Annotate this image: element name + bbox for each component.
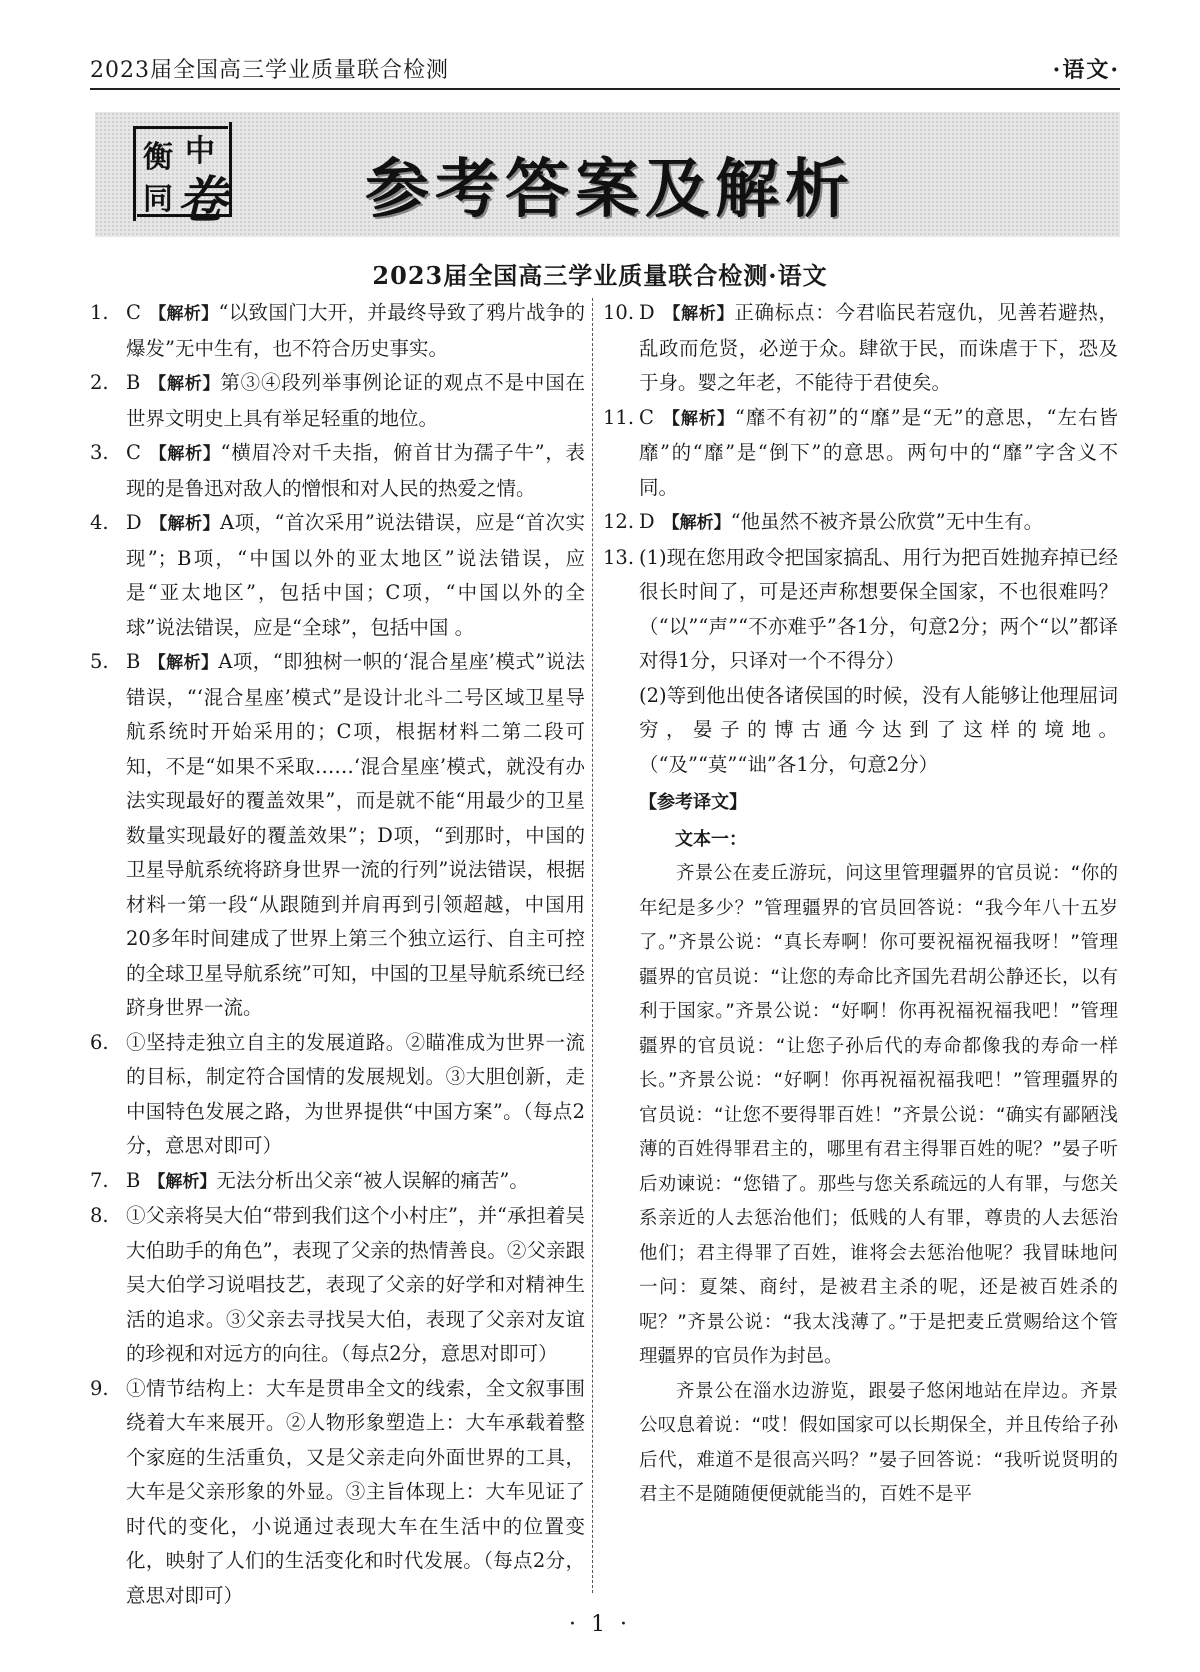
analysis-tag: 【解析】 xyxy=(661,408,735,429)
answer-item xyxy=(90,1372,585,1614)
item-answer: B xyxy=(126,371,141,394)
item-text: A项，“即独树一帜的‘混合星座’模式”说法错误，“‘混合星座’模式”是设计北斗二号区域卫星导航系统时开始采用的；C项，根据材料二第二段可知，不是“如果不采取……‘混合星座’模式，就没有办法实现最好的覆盖效果”，而是就不能“用最少的卫星数量实现最好的覆盖效果”；D项，“到那时，中国的卫星导航系统将跻身世界一流的行列”说法错误，根据材料一第一段“从跟随到并肩再到引领超越，中国用20多年时间建成了世界上第三个独立运行、自主可控的全球卫星导航系统”可知，中国的卫星导航系统已经跻身世界一流。 xyxy=(126,650,585,1019)
answer-item xyxy=(90,296,585,366)
title-banner xyxy=(95,112,1120,237)
analysis-tag: 【解析】 xyxy=(148,374,221,394)
item-number: 8. xyxy=(90,1204,109,1227)
item-answer: D xyxy=(639,301,655,324)
analysis-tag: 【解析】 xyxy=(148,444,221,464)
item-number: 5. xyxy=(90,650,109,673)
item-subpart: (2)等到他出使各诸侯国的时候，没有人能够让他理屈词穷，晏子的博古通今达到了这样的境地。（“及”“莫”“诎”各1分，句意2分） xyxy=(639,683,1118,776)
item-text: “横眉冷对千夫指，俯首甘为孺子牛”，表现的是鲁迅对敌人的憎恨和对人民的热爱之情。 xyxy=(126,441,585,500)
banner-title: 参考答案及解析 xyxy=(365,153,855,227)
right-column xyxy=(603,296,1118,1513)
logo-char: 衡 xyxy=(143,140,173,175)
item-answer: D xyxy=(126,511,142,534)
answer-item xyxy=(603,505,1118,541)
answer-item xyxy=(603,296,1118,401)
item-answer: C xyxy=(126,301,141,324)
item-number: 2. xyxy=(90,371,109,394)
document-title: 2023届全国高三学业质量联合检测·语文 xyxy=(372,261,828,290)
page-number: · 1 · xyxy=(569,1612,631,1637)
item-text: 无法分析出父亲“被人误解的痛苦”。 xyxy=(216,1168,529,1192)
translation-paragraph: 齐景公在淄水边游览，跟晏子悠闲地站在岸边。齐景公叹息着说：“哎！假如国家可以长期保全，并且传给子孙后代，难道不是很高兴吗？”晏子回答说：“我听说贤明的君主不是随随便便就能当的，百姓不是平 xyxy=(639,1380,1118,1505)
answer-item xyxy=(603,541,1118,679)
item-text: ①坚持走独立自主的发展道路。②瞄准成为世界一流的目标，制定符合国情的发展规划。③大胆创新，走中国特色发展之路，为世界提供“中国方案”。（每点2分，意思对即可） xyxy=(126,1030,585,1157)
answer-item xyxy=(603,401,1118,506)
analysis-tag: 【解析】 xyxy=(149,514,221,534)
analysis-tag: 【解析】 xyxy=(148,653,219,673)
item-number: 9. xyxy=(90,1376,109,1400)
item-text: ①父亲将吴大伯“带到我们这个小村庄”，并“承担着吴大伯助手的角色”，表现了父亲的热情善良。②父亲跟吴大伯学习说唱技艺，表现了父亲的好学和对精神生活的追求。③父亲去寻找吴大伯，表现了父亲对友谊的珍视和对远方的向往。（每点2分，意思对即可） xyxy=(126,1204,585,1365)
item-number: 10. xyxy=(603,301,635,324)
item-text: “靡不有初”的“靡”是“无”的意思，“左右皆靡”的“靡”是“倒下”的意思。两句中的“靡”字含义不同。 xyxy=(639,405,1118,499)
item-text: “他虽然不被齐景公欣赏”无中生有。 xyxy=(730,510,1044,533)
logo-char: 同 xyxy=(143,182,173,217)
item-text: (1)现在您用政令把国家搞乱、用行为把百姓抛弃掉已经很长时间了，可是还声称想要保全国家，不也很难吗？（“以”“声”“不亦难乎”各1分，句意2分；两个“以”都译对得1分，只译对一个不得分） xyxy=(639,545,1118,672)
answer-item xyxy=(90,1199,585,1372)
left-column xyxy=(90,296,585,1613)
item-text: “以致国门大开，并最终导致了鸦片战争的爆发”无中生有，也不符合历史事实。 xyxy=(126,301,585,360)
item-answer: B xyxy=(126,650,141,673)
item-number: 4. xyxy=(90,511,109,534)
item-number: 12. xyxy=(603,510,635,533)
item-number: 13. xyxy=(603,545,635,569)
translation-paragraph: 齐景公在麦丘游玩，问这里管理疆界的官员说：“你的年纪是多少？”管理疆界的官员回答说：“我今年八十五岁了。”齐景公说：“真长寿啊！你可要祝福祝福我呀！”管理疆界的官员说：“让您的寿命比齐国先君胡公静还长，以有利于国家。”齐景公说：“好啊！你再祝福祝福我吧！”管理疆界的官员说：“让您子孙后代的寿命都像我的寿命一样长。”齐景公说：“好啊！你再祝福祝福我吧！”管理疆界的官员说：“让您不要得罪百姓！”齐景公说：“确实有鄙陋浅薄的百姓得罪君主的，哪里有君主得罪百姓的呢？”晏子听后劝谏说：“您错了。那些与您关系疏远的人有罪，与您关系亲近的人去惩治他们；低贱的人有罪，尊贵的人去惩治他们；君主得罪了百姓，谁将会去惩治他呢？我冒昧地问一问：夏桀、商纣，是被君主杀的呢，还是被百姓杀的呢？”齐景公说：“我太浅薄了。”于是把麦丘赏赐给这个管理疆界的官员作为封邑。 xyxy=(639,863,1118,1367)
logo-char: 中 xyxy=(185,134,215,169)
answer-item xyxy=(90,506,585,645)
answer-item xyxy=(90,366,585,436)
item-answer: C xyxy=(126,441,141,464)
item-answer: D xyxy=(639,510,655,533)
item-text: 第③④段列举事例论证的观点不是中国在世界文明史上具有举足轻重的地位。 xyxy=(126,371,585,430)
answer-item xyxy=(90,1026,585,1164)
logo-char: 卷 xyxy=(177,170,227,229)
answer-item xyxy=(90,436,585,506)
header-exam-name: 2023届全国高三学业质量联合检测 xyxy=(90,58,449,83)
analysis-tag: 【解析】 xyxy=(662,513,731,533)
analysis-tag: 【解析】 xyxy=(148,304,219,324)
item-number: 3. xyxy=(90,441,109,464)
item-text: ①情节结构上：大车是贯串全文的线索，全文叙事围绕着大车来展开。②人物形象塑造上：大车承载着整个家庭的生活重负，又是父亲走向外面世界的工具，大车是父亲形象的外显。③主旨体现上：大车见证了时代的变化，小说通过表现大车在生活中的位置变化，映射了人们的生活变化和时代发展。（每点2分，意思对即可） xyxy=(126,1376,585,1607)
analysis-tag: 【解析】 xyxy=(148,1171,217,1192)
column-divider xyxy=(592,298,593,1593)
item-number: 11. xyxy=(603,405,635,429)
item-number: 7. xyxy=(90,1168,109,1192)
text-one-heading: 文本一： xyxy=(675,828,747,850)
answer-item xyxy=(90,1164,585,1200)
item-number: 1. xyxy=(90,301,109,324)
running-header xyxy=(90,50,1120,90)
reference-heading: 【参考译文】 xyxy=(639,792,747,813)
item-answer: B xyxy=(126,1168,141,1192)
publisher-logo xyxy=(133,122,233,227)
item-text: 正确标点：今君临民若寇仇，见善若避热，乱政而危贤，必逆于众。肆欲于民，而诛虐于下，恐及于身。婴之年老，不能待于君使矣。 xyxy=(639,301,1118,394)
item-answer: C xyxy=(639,405,654,429)
answer-item xyxy=(90,645,585,1026)
item-text: A项，“首次采用”说法错误，应是“首次实现”；B项，“中国以外的亚太地区”说法错误，应是“亚太地区”，包括中国；C项，“中国以外的全球”说法错误，应是“全球”，包括中国 。 xyxy=(126,511,585,639)
item-number: 6. xyxy=(90,1030,109,1054)
analysis-tag: 【解析】 xyxy=(662,304,735,324)
header-subject: ·语文· xyxy=(1052,57,1120,83)
